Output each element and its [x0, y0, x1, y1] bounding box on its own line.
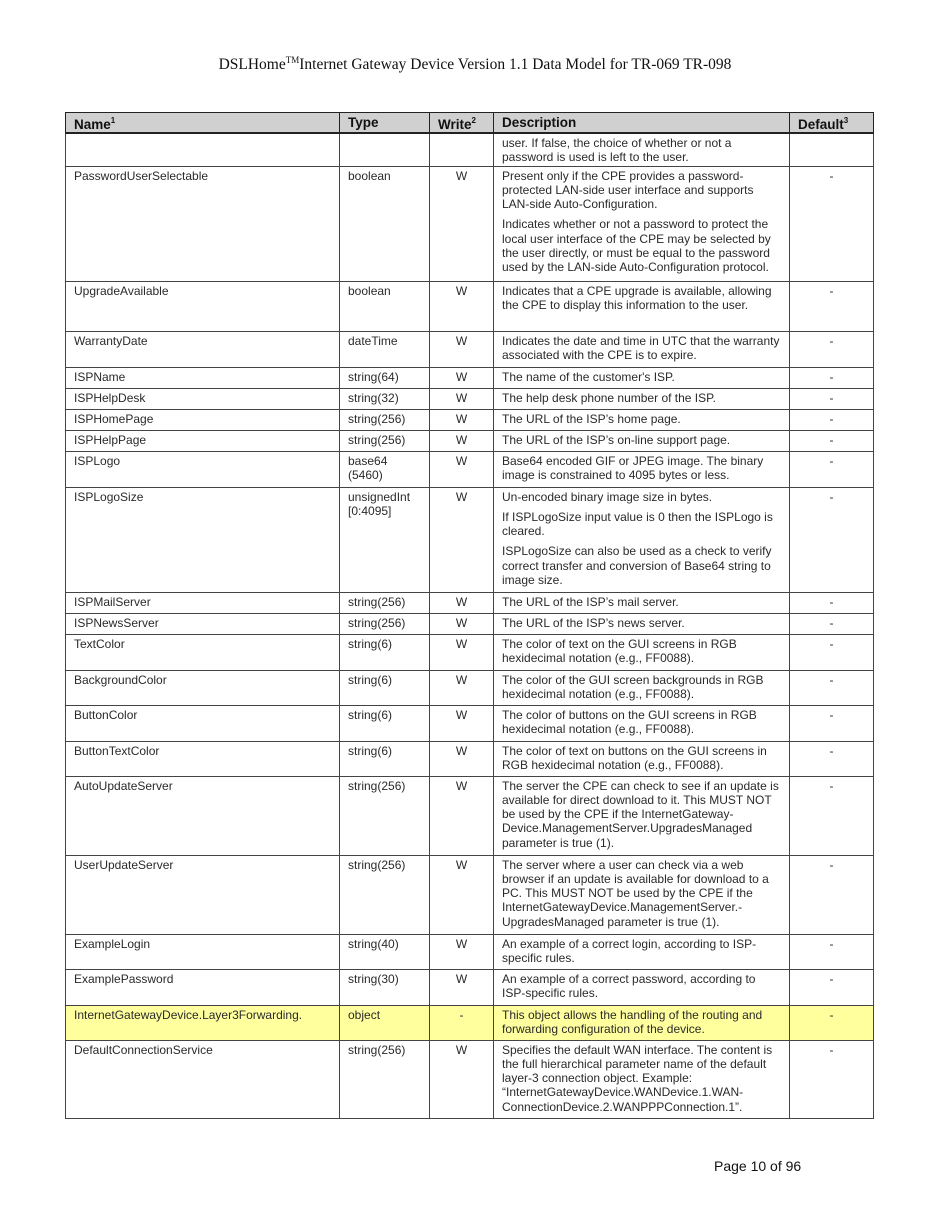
cell-write: W: [430, 969, 494, 1005]
cell-name: ISPName: [66, 367, 340, 388]
table-row: [66, 166, 874, 281]
description-paragraph: The color of text on the GUI screens in RGB hexidecimal notation (e.g., FF0088).: [502, 636, 737, 665]
description-paragraph: An example of a correct login, according to ISP-specific rules.: [502, 936, 757, 965]
table-row: [66, 451, 874, 487]
cell-default: -: [790, 592, 874, 613]
table-row: [66, 705, 874, 741]
description-paragraph: The URL of the ISP’s mail server.: [502, 594, 679, 609]
cell-name: TextColor: [66, 634, 340, 670]
cell-write: W: [430, 934, 494, 969]
cell-write: W: [430, 741, 494, 776]
description-paragraph: The URL of the ISP’s news server.: [502, 615, 685, 630]
cell-write: W: [430, 331, 494, 367]
description-paragraph: The color of buttons on the GUI screens in RGB hexidecimal notation (e.g., FF0088).: [502, 707, 757, 736]
cell-type: string(256): [340, 855, 430, 934]
cell-description: [494, 1040, 790, 1118]
column-header-description: Description: [494, 113, 790, 134]
cell-write: -: [430, 1005, 494, 1040]
description-paragraph: Indicates the date and time in UTC that the warranty associated with the CPE is to expire.: [502, 333, 780, 362]
table-row: [66, 855, 874, 934]
cell-description: [494, 166, 790, 281]
description-paragraph: The server where a user can check via a web browser if an update is available for download to a PC. This MUST NOT be used by the CPE if the InternetGatewayDevice.ManagementServer.-UpgradesManaged parameter is true (1).: [502, 857, 769, 929]
cell-description: [494, 670, 790, 705]
cell-write: W: [430, 776, 494, 855]
table-row: [66, 1040, 874, 1118]
description-paragraph: ISPLogoSize can also be used as a check to verify correct transfer and conversion of Base64 string to image size.: [502, 544, 772, 588]
cell-description: [494, 705, 790, 741]
description-paragraph: Specifies the default WAN interface. The content is the full hierarchical parameter name of the default layer-3 connection object. Example: “InternetGatewayDevice.WANDevice.1.WAN-ConnectionDevice.2.WANPPPConnection.1”.: [502, 1042, 773, 1114]
cell-default: -: [790, 969, 874, 1005]
cell-write: W: [430, 613, 494, 634]
cell-description: [494, 281, 790, 331]
description-paragraph: The URL of the ISP’s home page.: [502, 411, 681, 426]
cell-name: UpgradeAvailable: [66, 281, 340, 331]
cell-type: boolean: [340, 166, 430, 281]
cell-description: [494, 1005, 790, 1040]
footnote-ref: 1: [110, 116, 116, 125]
cell-name: DefaultConnectionService: [66, 1040, 340, 1118]
cell-write: W: [430, 487, 494, 592]
table-row: [66, 634, 874, 670]
table-row-highlighted: [66, 1005, 874, 1040]
cell-write: [430, 133, 494, 166]
cell-type: string(256): [340, 409, 430, 430]
cell-description: [494, 487, 790, 592]
cell-default: [790, 133, 874, 166]
cell-description: [494, 776, 790, 855]
description-paragraph: If ISPLogoSize input value is 0 then the ISPLogo is cleared.: [502, 509, 773, 539]
table-row: [66, 969, 874, 1005]
cell-default: -: [790, 776, 874, 855]
cell-type: [340, 133, 430, 166]
cell-default: -: [790, 634, 874, 670]
cell-name: AutoUpdateServer: [66, 776, 340, 855]
cell-type: string(6): [340, 741, 430, 776]
cell-description: [494, 430, 790, 451]
cell-type: unsignedInt [0:4095]: [340, 487, 430, 592]
table-row: [66, 430, 874, 451]
cell-name: ButtonColor: [66, 705, 340, 741]
cell-type: string(6): [340, 634, 430, 670]
cell-write: W: [430, 634, 494, 670]
cell-default: -: [790, 430, 874, 451]
cell-description: [494, 634, 790, 670]
cell-type: base64 (5460): [340, 451, 430, 487]
cell-name: WarrantyDate: [66, 331, 340, 367]
cell-default: -: [790, 451, 874, 487]
cell-description: [494, 409, 790, 430]
description-paragraph: The color of text on buttons on the GUI screens in RGB hexidecimal notation (e.g., FF0088).: [502, 743, 767, 772]
cell-default: -: [790, 705, 874, 741]
description-paragraph: This object allows the handling of the routing and forwarding configuration of the device.: [502, 1007, 763, 1036]
cell-type: string(6): [340, 670, 430, 705]
table-row: [66, 487, 874, 592]
cell-type: string(256): [340, 776, 430, 855]
cell-type: string(30): [340, 969, 430, 1005]
description-paragraph: Indicates that a CPE upgrade is available, allowing the CPE to display this information to the user.: [502, 283, 772, 312]
description-paragraph: Present only if the CPE provides a password-protected LAN-side user interface and supports LAN-side Auto-Configuration.: [502, 168, 754, 212]
cell-description: [494, 367, 790, 388]
cell-write: W: [430, 670, 494, 705]
cell-type: string(40): [340, 934, 430, 969]
cell-name: ISPHelpDesk: [66, 388, 340, 409]
footnote-ref: 2: [471, 116, 476, 125]
description-paragraph: An example of a correct password, according to ISP-specific rules.: [502, 971, 756, 1000]
table-row: [66, 331, 874, 367]
footnote-ref: 3: [843, 116, 849, 125]
cell-description: [494, 331, 790, 367]
column-header-type: Type: [340, 113, 430, 134]
table-row: [66, 367, 874, 388]
cell-name: PasswordUserSelectable: [66, 166, 340, 281]
page-number: Page 10 of 96: [714, 1158, 802, 1174]
table-row: [66, 592, 874, 613]
cell-name: ExamplePassword: [66, 969, 340, 1005]
cell-default: -: [790, 613, 874, 634]
cell-type: object: [340, 1005, 430, 1040]
cell-default: -: [790, 670, 874, 705]
cell-type: string(6): [340, 705, 430, 741]
cell-type: string(256): [340, 430, 430, 451]
trademark-sup: TM: [285, 55, 300, 65]
column-header-default: Default$^3$: [790, 113, 874, 134]
cell-name: ISPMailServer: [66, 592, 340, 613]
cell-write: W: [430, 855, 494, 934]
cell-description: [494, 451, 790, 487]
cell-default: -: [790, 367, 874, 388]
cell-default: -: [790, 1005, 874, 1040]
cell-name: InternetGatewayDevice.Layer3Forwarding.: [66, 1005, 340, 1040]
cell-description: [494, 969, 790, 1005]
table-row: [66, 388, 874, 409]
description-paragraph: Indicates whether or not a password to protect the local user interface of the CPE may be selected by the user directly, or must be equal to the password used by the LAN-side Auto-Configuration protocol.: [502, 217, 771, 275]
cell-name: ISPNewsServer: [66, 613, 340, 634]
table-row: [66, 409, 874, 430]
cell-write: W: [430, 388, 494, 409]
cell-name: [66, 133, 340, 166]
cell-name: ButtonTextColor: [66, 741, 340, 776]
cell-type: string(256): [340, 613, 430, 634]
header-title-post: Internet Gateway Device Version 1.1 Data Model for TR-069 TR-098: [299, 56, 732, 73]
table-row: [66, 776, 874, 855]
cell-name: ExampleLogin: [66, 934, 340, 969]
cell-description: [494, 592, 790, 613]
cell-description: [494, 388, 790, 409]
cell-write: W: [430, 451, 494, 487]
cell-name: BackgroundColor: [66, 670, 340, 705]
table-row: [66, 670, 874, 705]
description-paragraph: The color of the GUI screen backgrounds in RGB hexidecimal notation (e.g., FF0088).: [502, 672, 764, 701]
page-header: [0, 55, 950, 74]
table-row: [66, 613, 874, 634]
column-header-name: Name$^1$: [66, 113, 340, 134]
cell-description: [494, 855, 790, 934]
cell-name: UserUpdateServer: [66, 855, 340, 934]
cell-write: W: [430, 166, 494, 281]
cell-default: -: [790, 409, 874, 430]
cell-name: ISPHelpPage: [66, 430, 340, 451]
description-paragraph: The name of the customer's ISP.: [502, 369, 675, 384]
table-row: [66, 934, 874, 969]
cell-default: -: [790, 934, 874, 969]
cell-type: string(32): [340, 388, 430, 409]
cell-type: string(256): [340, 1040, 430, 1118]
table-header-row: [66, 113, 874, 134]
cell-default: -: [790, 487, 874, 592]
cell-default: -: [790, 281, 874, 331]
cell-write: W: [430, 409, 494, 430]
description-paragraph: The server the CPE can check to see if an update is available for direct download to it. This MUST NOT be used by the CPE if the InternetGateway-Device.ManagementServer.UpgradesManaged parameter is true (1).: [502, 778, 779, 850]
cell-name: ISPLogo: [66, 451, 340, 487]
cell-type: dateTime: [340, 331, 430, 367]
description-paragraph: The help desk phone number of the ISP.: [502, 390, 716, 405]
cell-type: string(256): [340, 592, 430, 613]
cell-write: W: [430, 367, 494, 388]
cell-description: [494, 934, 790, 969]
description-paragraph: user. If false, the choice of whether or not a password is used is left to the user.: [502, 136, 732, 165]
cell-write: W: [430, 705, 494, 741]
table-row: [66, 133, 874, 166]
cell-name: ISPHomePage: [66, 409, 340, 430]
cell-default: -: [790, 1040, 874, 1118]
cell-write: W: [430, 430, 494, 451]
header-title-pre: DSLHome: [218, 56, 286, 73]
cell-write: W: [430, 592, 494, 613]
cell-default: -: [790, 166, 874, 281]
parameter-table: [65, 112, 874, 1119]
cell-default: -: [790, 331, 874, 367]
description-paragraph: Un-encoded binary image size in bytes.: [502, 489, 713, 504]
cell-write: W: [430, 1040, 494, 1118]
cell-description: [494, 741, 790, 776]
table-body: [66, 133, 874, 1118]
cell-write: W: [430, 281, 494, 331]
cell-description: [494, 133, 790, 166]
cell-default: -: [790, 741, 874, 776]
cell-type: string(64): [340, 367, 430, 388]
cell-description: [494, 613, 790, 634]
description-paragraph: The URL of the ISP’s on-line support page.: [502, 432, 731, 447]
description-paragraph: Base64 encoded GIF or JPEG image. The binary image is constrained to 4095 bytes or less.: [502, 453, 764, 482]
cell-type: boolean: [340, 281, 430, 331]
cell-default: -: [790, 388, 874, 409]
cell-default: -: [790, 855, 874, 934]
column-header-write: Write$^2$: [430, 113, 494, 134]
table-row: [66, 281, 874, 331]
cell-name: ISPLogoSize: [66, 487, 340, 592]
table-row: [66, 741, 874, 776]
